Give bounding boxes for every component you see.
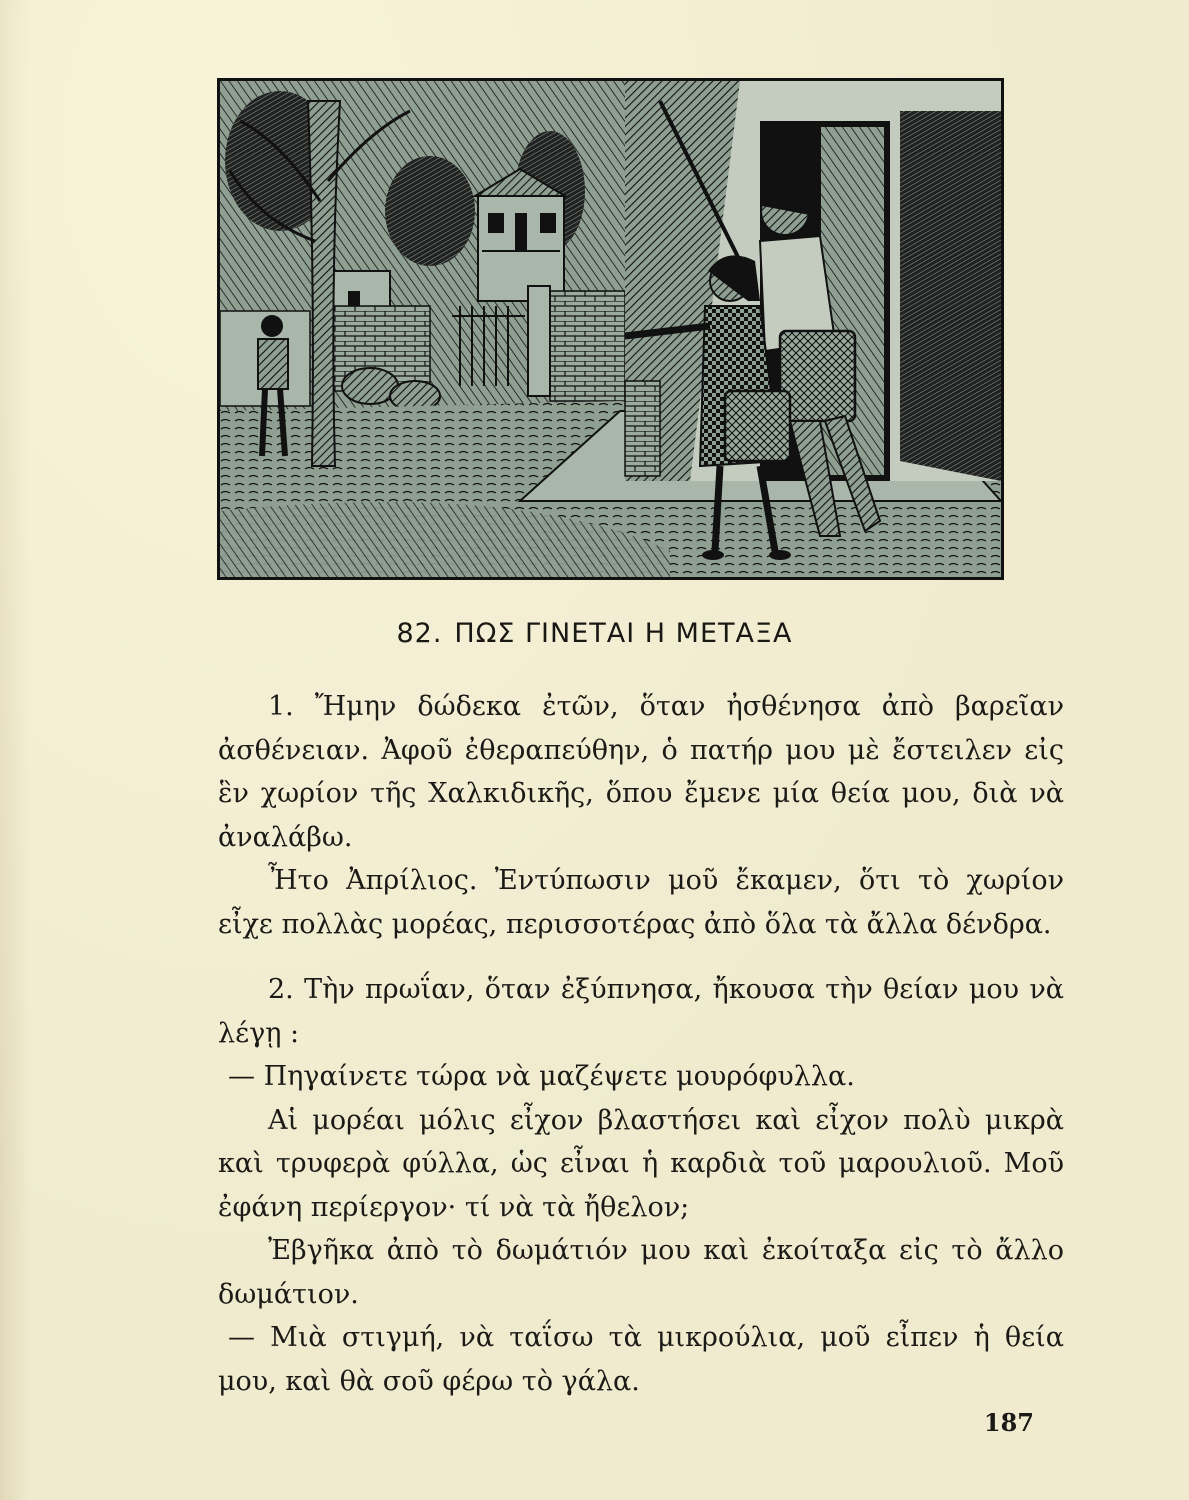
- paragraph-3: 2. Τὴν πρωΐαν, ὅταν ἐξύπνησα, ἤκουσα τὴν θείαν μου νὰ λέγῃ :: [218, 974, 1064, 1049]
- dialogue-line-2: — Μιὰ στιγμή, νὰ ταΐσω τὰ μικρούλια, μοῦ εἶπεν ἡ θεία μου, καὶ θὰ σοῦ φέρω τὸ γάλα.: [218, 1322, 1064, 1397]
- paragraph-2: Ἦτο Ἀπρίλιος. Ἐντύπωσιν μοῦ ἔκαμεν, ὅτι τὸ χωρίον εἶχε πολλὰς μορέας, περισσοτέρας ἀπὸ ὅλα τὰ ἄλλα δένδρα.: [218, 865, 1064, 940]
- dialogue-line-1: — Πηγαίνετε τώρα νὰ μαζέψετε μουρόφυλλα.: [228, 1061, 855, 1092]
- paragraph-4: Αἱ μορέαι μόλις εἶχον βλαστήσει καὶ εἶχον πολὺ μικρὰ καὶ τρυφερὰ φύλλα, ὡς εἶναι ἡ καρδιὰ τοῦ μαρουλιοῦ. Μοῦ ἐφάνη περίεργον· τί νὰ τὰ ἤθελον;: [218, 1104, 1064, 1223]
- chapter-number: 82.: [396, 618, 443, 649]
- paragraph-5: Ἐβγῆκα ἀπὸ τὸ δωμάτιόν μου καὶ ἐκοίταξα εἰς τὸ ἄλλο δωμάτιον.: [218, 1235, 1064, 1310]
- chapter-body: [218, 685, 1064, 1403]
- chapter-title: ΠΩΣ ΓΙΝΕΤΑΙ Η ΜΕΤΑΞΑ: [454, 618, 793, 649]
- chapter-heading: [0, 618, 1189, 649]
- paragraph-1: 1. Ἤμην δώδεκα ἐτῶν, ὅταν ἠσθένησα ἀπὸ βαρεῖαν ἀσθένειαν. Ἀφοῦ ἐθεραπεύθην, ὁ πατήρ μου μὲ ἔστειλεν εἰς ἓν χωρίον τῆς Χαλκιδικῆς, ὅπου ἔμενε μία θεία μου, διὰ νὰ ἀναλάβω.: [218, 691, 1064, 853]
- woodcut-illustration: [217, 78, 1004, 580]
- page-number: 187: [983, 1408, 1034, 1437]
- village-scene-icon: [220, 81, 1001, 577]
